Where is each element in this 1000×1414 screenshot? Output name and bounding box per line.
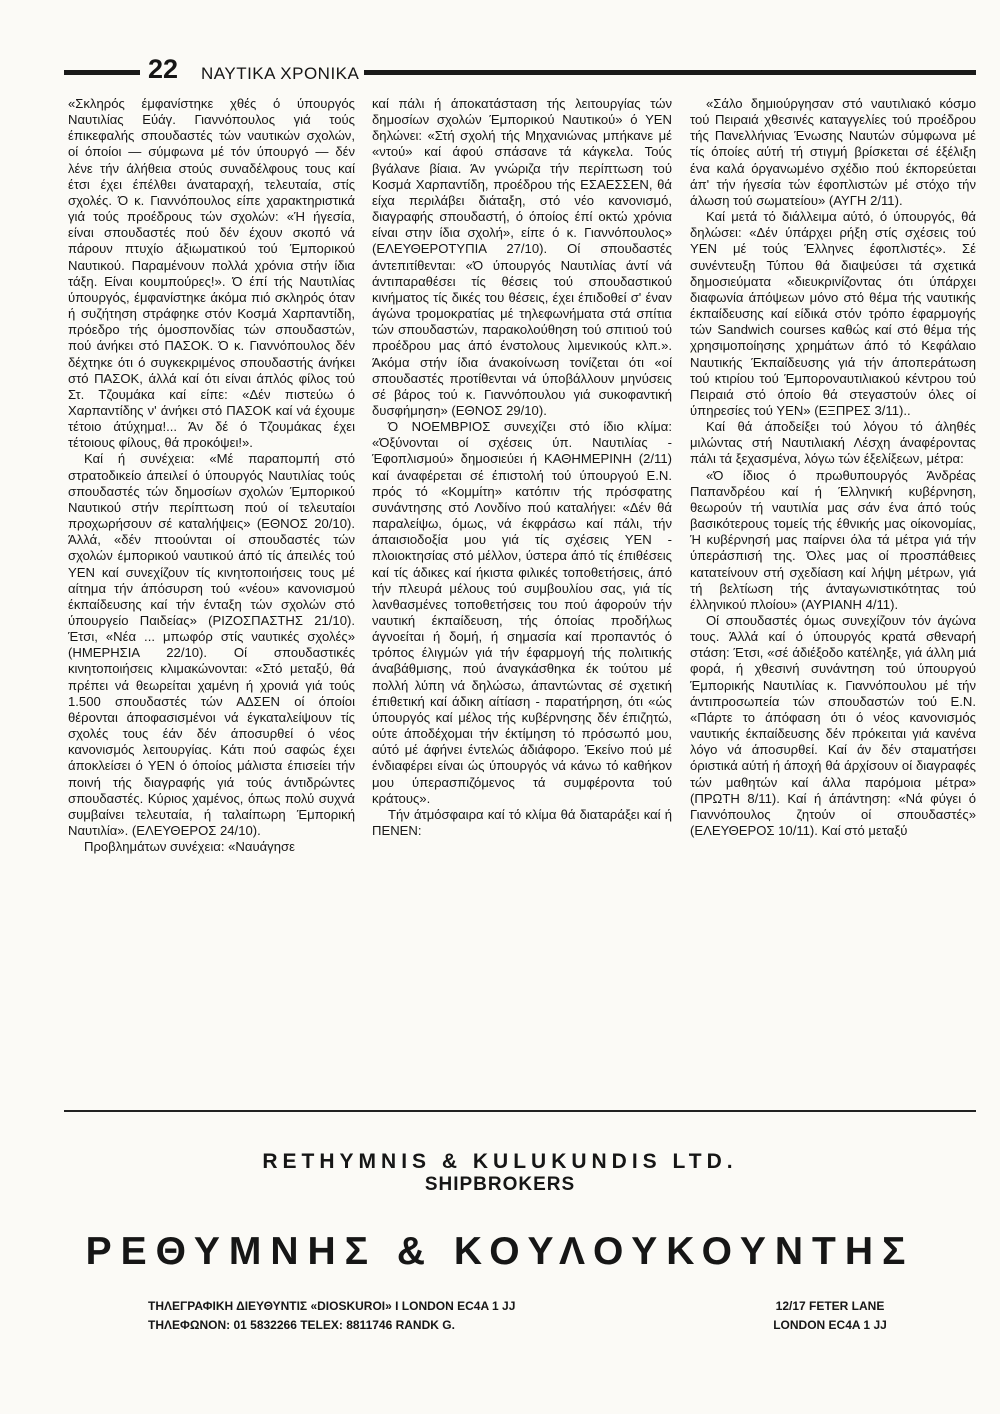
publication-title: ΝΑΥΤΙΚΑ ΧΡΟΝΙΚΑ bbox=[201, 64, 360, 83]
paragraph: Καί ή συνέχεια: «Μέ παραπομπή στό στρατοδικείο άπειλεί ό ύπουργός Ναυτιλίας τούς σπουδαστές τών δημοσίων σχολών Έμπορικού Ναυτικού στήν περίπτωση πού οί τελευταίοι προχωρήσουν σέ καταλήψεις» (ΕΘΝΟΣ 20/10). Άλλά, «δέν πτοούνται οί σπουδαστές τών σχολών έμπορικού ναυτικού άπό τίς άπειλές τού ΥΕΝ καί συνεχίζουν τίς κινητοποιήσεις τους μέ αίτημα τήν άπόσυρση τού «νέου» κανονισμού έκπαίδευσης καί τήν ένταξη τών σχολών στό ύπουργείο Παιδείας» (ΡΙΖΟΣΠΑΣΤΗΣ 21/10). Έτσι, «Νέα ... μπωφόρ στίς ναυτικές σχολές» (ΗΜΕΡΗΣΙΑ 22/10). Οί σπουδαστικές κινητοποιήσεις κλιμακώνονται: «Στό μεταξύ, θά πρέπει νά θεωρείται χαμένη ή χρονιά γιά τούς 1.500 σπουδαστές τών ΑΔΣΕΝ οί όποίοι θέρονται άποφασισμένοι νά έγκαταλείψουν τίς σχολές τους έάν δέν άποσυρθεί ό νέος κανονισμός λειτουργίας. Κάτι πού σαφώς έχει άποκλείσει ό ΥΕΝ ό όποίος μάλιστα έπισείει τήν ποινή τής διαγραφής γιά τούς άντιδρώντες σπουδαστές. Κύριος χαμένος, όπως πολύ συχνά συμβαίνει τελευταία, ή ταλαίπωρη Έμπορική Ναυτιλία». (ΕΛΕΥΘΕΡΟΣ 24/10). bbox=[68, 451, 355, 839]
advert-contact bbox=[148, 1297, 515, 1335]
header-rule-left bbox=[64, 70, 140, 75]
article-column-3 bbox=[690, 96, 976, 839]
paragraph: Προβλημάτων συνέχεια: «Ναυάγησε bbox=[84, 839, 295, 855]
paragraph: Καί θά άποδείξει τού λόγου τό άληθές μιλώντας στή Ναυτιλιακή Λέσχη άναφέροντας πάλι τά ξεχασμένα, λόγω τών έξελίξεων, μέτρα: bbox=[690, 419, 976, 467]
header-rule-right bbox=[364, 70, 976, 75]
paragraph: καί πάλι ή άποκατάσταση τής λειτουργίας τών δημοσίων σχολών Έμπορικού Ναυτικού» ό ΥΕΝ δηλώνει: «Στή σχολή τής Μηχανιώνας μπήκανε μέ «ντού» καί άφού σπάσανε τά κάγκελα. Τούς βγάλανε βίαια. Άν γνώριζα τήν περίπτωση τού Κοσμά Χαρπαντίδη, προέδρου τής ΕΣΑΕΣΣΕΝ, θά είχα περιλάβει διάταξη, στό νέο κανονισμό, διαγραφής σπουδαστή, ό όποίος έπί οκτώ χρόνια είναι στην ίδια σχολή», είπε ό κ. Γιαννόπουλος» (ΕΛΕΥΘΕΡΟΤΥΠΙΑ 27/10). Οί σπουδαστές άντεπιτίθενται: «Ό ύπουργός Ναυτιλίας άντί νά άντιπαραθέσει τίς θέσεις τού σπουδαστικού κινήματος τίς δικές του θέσεις, έχει έπιδοθεί σ' έναν άγώνα τρομοκρατίας μέ τηλεφωνήματα στά σπίτια τών σπουδαστών, παρακολούθηση τού σπιτιού τού προέδρου μας άπό ένστολους λιμενικούς κλπ.». Άκόμα στήν ίδια άνακοίνωση τονίζεται ότι «οί σπουδαστές προτίθενται νά ύποβάλλουν μηνύσεις σέ βάρος τού κ. Γιαννόπουλου γιά συκοφαντική δυσφήμηση» (ΕΘΝΟΣ 29/10). bbox=[372, 96, 672, 418]
advert-divider bbox=[64, 1110, 976, 1112]
advert-address bbox=[750, 1297, 910, 1335]
paragraph: «Σάλο δημιούργησαν στό ναυτιλιακό κόσμο τού Πειραιά χθεσινές καταγγελίες τού προέδρου τής Πανελλήνιας Ένωσης Ναυτών σύμφωνα μέ τίς όποίες αύτή τή στιγμή βρίσκεται σέ έξέλιξη ένα καλά όργανωμένο σχέδιο πού έκπορεύεται άπ' τήν ήγεσία τών έφοπλιστών μέ στόχο τήν άλωση τού σωματείου» (ΑΥΓΗ 2/11). bbox=[690, 96, 976, 208]
paragraph: Οί σπουδαστές όμως συνεχίζουν τόν άγώνα τους. Άλλά καί ό ύπουργός κρατά σθεναρή στάση: Έτσι, «σέ άδιέξοδο κατέληξε, γιά άλλη μιά φορά, ή χθεσινή συνάντηση τού ύπουργού Έμπορικής Ναυτιλίας κ. Γιαννόπουλου μέ τήν άντιπροσωπεία τών σπουδαστών τού Ε.Ν. «Πάρτε το άπόφαση ότι ό νέος κανονισμός ναυτικής έκπαίδευσης δέν πρόκειται γιά κανένα λόγο νά άποσυρθεί. Καί άν δέν σταματήσει όριστικά αύτή ή άποχή θά άρχίσουν οί διαγραφές τών μαθητών καί άλλα παρόμοια μέτρα» (ΠΡΩΤΗ 8/11). Καί ή άπάντηση: «Νά φύγει ό Γιαννόπουλος ζητούν οί σπουδαστές» (ΕΛΕΥΘΕΡΟΣ 10/11). Καί στό μεταξύ bbox=[690, 613, 976, 839]
page-number: 22 bbox=[148, 54, 179, 84]
advert-company-english: RETHYMNIS & KULUKUNDIS LTD. bbox=[262, 1150, 738, 1173]
advert-telegraph-line: ΤΗΛΕΓΡΑΦΙΚΗ ΔΙΕΥΘΥΝΤΙΣ «DIOSKUROI» I LONDON EC4A 1 JJ bbox=[148, 1299, 516, 1313]
advert-phone-line: ΤΗΛΕΦΩΝΟΝ: 01 5832266 TELEX: 8811746 RANDK G. bbox=[148, 1318, 455, 1332]
paragraph: «Σκληρός έμφανίστηκε χθές ό ύπουργός Ναυτιλίας Εύάγ. Γιαννόπουλος γιά τούς έπικεφαλής σπουδαστές τών ναυτικών σχολών, οί όποίοι — σύμφωνα μέ τόν ύπουργό — δέν λένε τήν άλήθεια στούς συναδέλφους τους καί έτσι έχει έπέλθει άναταραχή, τελευταία, στίς σχολές. Ό κ. Γιαννόπουλος είπε χαρακτηριστικά γιά τούς προέδρους τών σχολών: «Ή ήγεσία, είναι σπουδαστές πού δέν έχουν σκοπό νά πάρουν πτυχίο άξιωματικού τού Έμπορικού Ναυτικού. Παραμένουν πολλά χρόνια στήν ίδια τάξη. Είναι κουμπούρες!». Ό έπί τής Ναυτιλίας ύπουργός, έμφανίστηκε άκόμα πιό σκληρός όταν ή συζήτηση στράφηκε στόν Κοσμά Χαρπαντίδη, πρόεδρο τής όμοσπονδίας τών σπουδαστών, πού άνήκει στό ΠΑΣΟΚ. Ό κ. Γιαννόπουλος δέν δέχτηκε ότι ό συγκεκριμένος σπουδαστής άνήκει στό ΠΑΣΟΚ, άλλά καί ότι είναι άπλός φίλος τού Στ. Τζουμάκα καί είπε: «Δέν πιστεύω ό Χαρπαντίδης ν' άνήκει στό ΠΑΣΟΚ καί νά έχουμε τέτοιο άτύχημα!... Άν δέ ό Τζουμάκας έχει τέτοιους φίλους, θά προκόψει!». bbox=[68, 96, 355, 451]
advert-address-line-1: 12/17 FETER LANE bbox=[775, 1299, 885, 1313]
article-column-2 bbox=[372, 96, 672, 839]
advert-address-line-2: LONDON EC4A 1 JJ bbox=[773, 1318, 887, 1332]
paragraph: Τήν άτμόσφαιρα καί τό κλίμα θά διαταράξει καί ή ΠΕΝΕΝ: bbox=[372, 806, 672, 839]
paragraph: Καί μετά τό διάλλειμα αύτό, ό ύπουργός, θά δηλώσει: «Δέν ύπάρχει ρήξη στίς σχέσεις τού ΥΕΝ μέ τούς Έλληνες έφοπλιστές». Σέ συνέντευξη Τύπου θά διαψεύσει τά σχετικά δημοσιεύματα «διευκρινίζοντας ότι ύπάρχει διαφωνία άπόψεων μόνο στό θέμα τής ναυτικής έκπαίδευσης καί είδικά στόν τρόπο έφαρμογής τών Sandwich courses καθώς καί στό θέμα τής χρησιμοποίησης χρημάτων άπό τό Κεφάλαιο Ναυτικής Έκπαίδευσης γιά τήν άποπεράτωση τού κτιρίου τού Έμποροναυτιλιακού κέντρου τού Πειραιά στό όποίο θά στεγαστούν όλες οί ύπηρεσίες τού ΥΕΝ» (ΕΞΠΡΕΣ 3/11).. bbox=[690, 209, 976, 418]
paragraph: «Ό ίδιος ό πρωθυπουργός Άνδρέας Παπανδρέου καί ή Έλληνική κυβέρνηση, θεωρούν τή ναυτιλία μας σάν ένα άπό τούς βασικότερους τομείς τής έθνικής μας οίκονομίας, Ή κυβέρνησή μας παίρνει όλα τά μέτρα γιά τήν ύπεράσπισή της. Όλες μας οί προσπάθειες κατατείνουν στή σχεδίαση καί λήψη μέτρων, γιά τή βελτίωση τής άνταγωνιστικότητας τού έλληνικού πλοίου» (ΑΥΡΙΑΝΗ 4/11). bbox=[690, 467, 976, 612]
paragraph: Ό ΝΟΕΜΒΡΙΟΣ συνεχίζει στό ίδιο κλίμα: «Όξύνονται οί σχέσεις ύπ. Ναυτιλίας - Έφοπλισμού» δημοσιεύει ή ΚΑΘΗΜΕΡΙΝΗ (2/11) καί άναφέρεται σέ έπιστολή τού ύπουργού Ε.Ν. πρός τό «Κομμίτη» κατόπιν τής πρόσφατης συνάντησης στό Λονδίνο πού καταλήγει: «Δέν θά παραλείψω, όμως, νά έκφράσω καί πάλι, τήν άπαισιοδοξία μου γιά τίς σχέσεις ΥΕΝ - πλοιοκτησίας στό μέλλον, ύστερα άπό τίς έπιθέσεις καί τίς άδικες καί ήκιστα φιλικές τοποθετήσεις, άπό τήν πλευρά μέλους τού συμβουλίου σας, γιά τίς λανθασμένες τοποθετήσεις του πού άφορούν τήν ναυτική έκπαίδευση, τής όποίας προδήλως άγνοείται ή δομή, ή σημασία καί προπαντός ό τρόπος έλιγμών γιά τήν έφαρμογή τής πολιτικής άναβάθμισης, πού άναγκάσθηκα έκ τούτου μέ πολλή λύπη νά δηλώσω, άπαντώντας σέ σχετική έπιθετική καί άδικη αίτίαση - παρατήρηση, ότι «ώς ύπουργός καί μέλος τής κυβέρνησης δέν έπιζητώ, ούτε άποδέχομαι τήν έκτίμηση τό πρόσωπό μου, αύτό μέ άφήνει έντελώς άδιάφορο. Έκείνο πού μέ ένδιαφέρει είναι ώς ύπουργός νά κάνω τό καθήκον μου ύπερασπιζόμενος τά συμφέροντα τού κράτους». bbox=[372, 419, 672, 806]
advert-company-greek: ΡΕΘΥΜΝΗΣ & ΚΟΥΛΟΥΚΟΥΝΤΗΣ bbox=[85, 1230, 915, 1273]
page-header bbox=[64, 54, 976, 88]
article-column-1 bbox=[68, 96, 355, 855]
advert-subtitle: SHIPBROKERS bbox=[424, 1174, 576, 1195]
